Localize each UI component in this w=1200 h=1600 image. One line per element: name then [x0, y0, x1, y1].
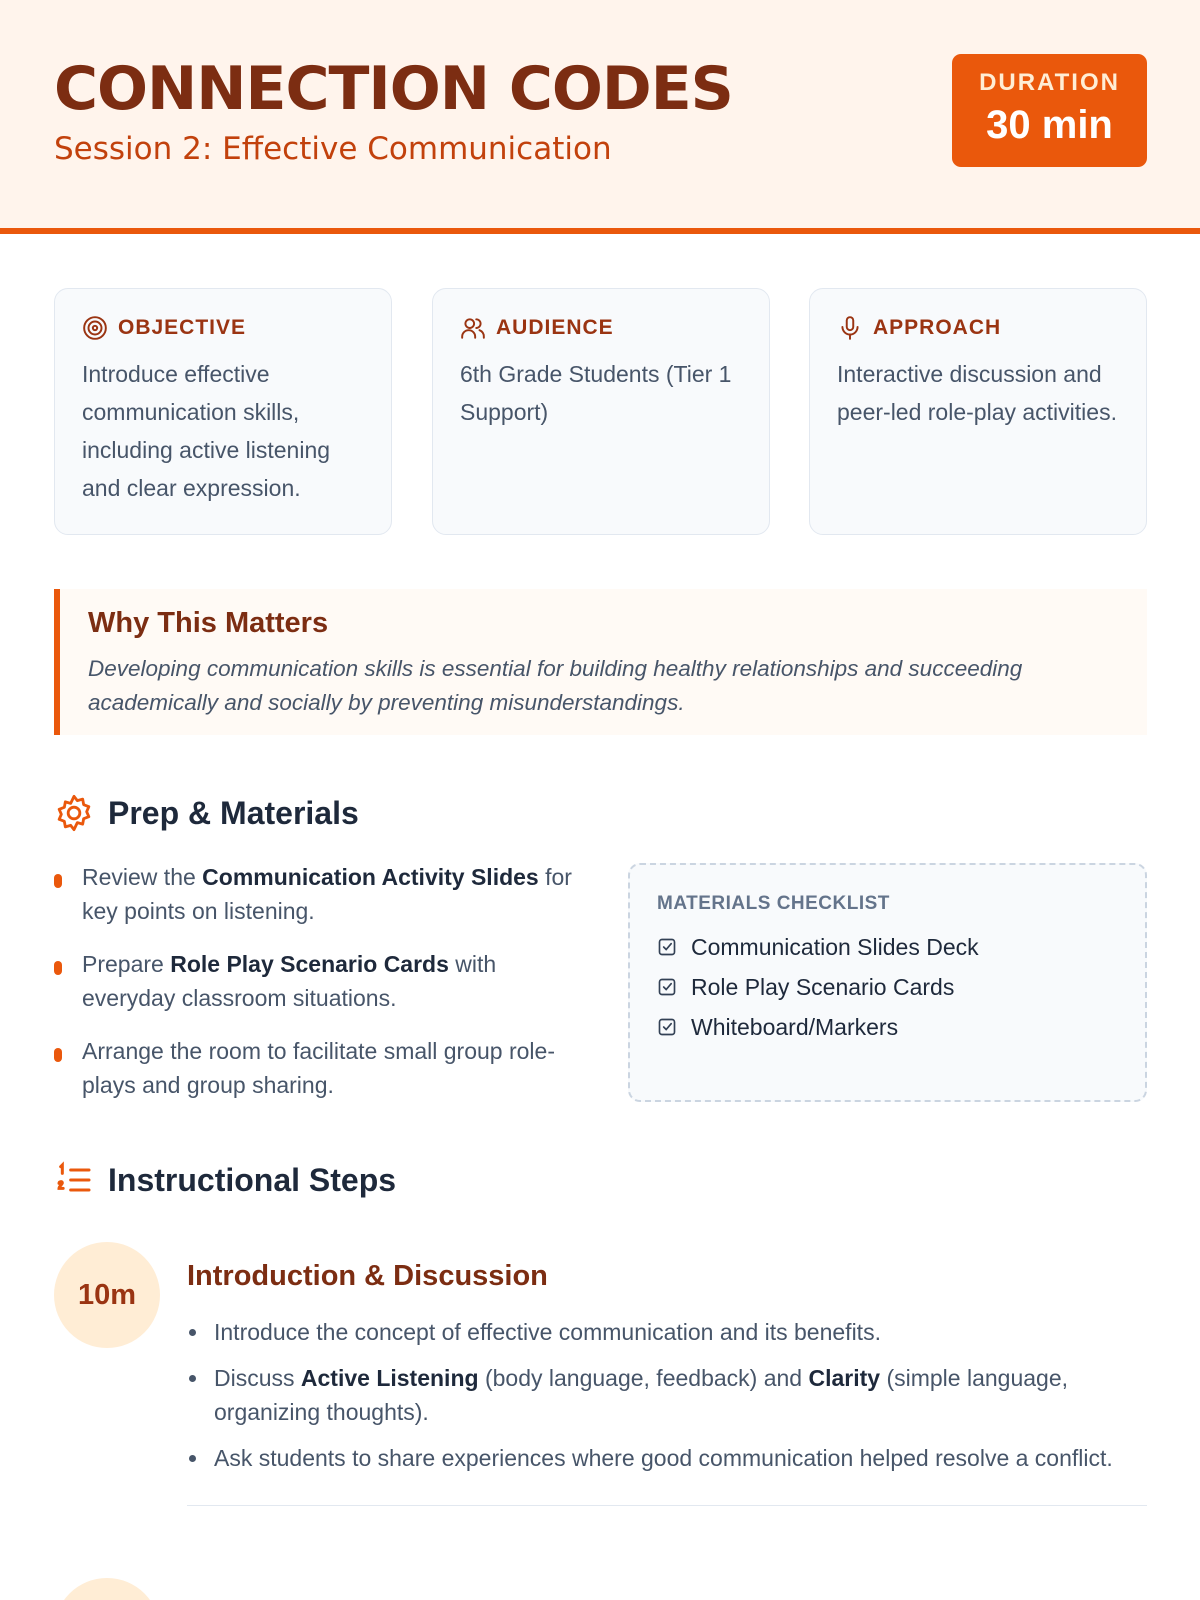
- steps-section-heading: [54, 1160, 396, 1200]
- checklist-item: Communication Slides Deck: [657, 927, 1118, 967]
- audience-card: [432, 288, 770, 535]
- step-time-badge: 10m: [54, 1242, 160, 1348]
- checklist-item: Whiteboard/Markers: [657, 1007, 1118, 1047]
- users-icon: [460, 315, 486, 341]
- steps-title: Instructional Steps: [108, 1161, 397, 1198]
- objective-label: OBJECTIVE: [118, 316, 247, 339]
- step-bullet-list: [187, 1315, 1147, 1506]
- why-text: Developing communication skills is essential for building healthy relationships and succeeding academically and socially by preventing misunderstandings.: [88, 656, 1023, 715]
- target-icon: [82, 315, 108, 341]
- list-item: Ask students to share experiences where good communication helped resolve a conflict.: [187, 1441, 1147, 1475]
- step-title: Introduction & Discussion: [187, 1260, 548, 1292]
- approach-text: Interactive discussion and peer-led role-play activities.: [837, 361, 1117, 425]
- page-header: [0, 0, 1200, 234]
- why-this-matters: [54, 589, 1147, 735]
- prep-list: [54, 860, 574, 1121]
- microphone-icon: [837, 315, 863, 341]
- approach-label: APPROACH: [873, 316, 1002, 339]
- materials-checklist: [628, 863, 1147, 1102]
- next-step-time-badge: [54, 1578, 160, 1600]
- list-item: Prepare Role Play Scenario Cards with everyday classroom situations.: [54, 947, 574, 1015]
- why-title: Why This Matters: [88, 607, 329, 639]
- checkbox-checked-icon: [657, 977, 677, 997]
- audience-text: 6th Grade Students (Tier 1 Support): [460, 361, 732, 425]
- duration-value: 30 min: [986, 103, 1113, 147]
- numbered-list-icon: [54, 1160, 94, 1200]
- duration-label: DURATION: [979, 69, 1120, 96]
- checkbox-checked-icon: [657, 1017, 677, 1037]
- list-item: Review the Communication Activity Slides for key points on listening.: [54, 860, 574, 928]
- objective-card: [54, 288, 392, 535]
- duration-badge: [952, 54, 1147, 167]
- objective-text: Introduce effective communication skills, including active listening and clear expression.: [82, 361, 331, 501]
- gear-icon: [54, 793, 94, 833]
- checklist-title: MATERIALS CHECKLIST: [657, 893, 890, 914]
- list-item: Arrange the room to facilitate small group role-plays and group sharing.: [54, 1034, 574, 1102]
- checklist-item: Role Play Scenario Cards: [657, 967, 1118, 1007]
- list-item: Discuss Active Listening (body language, feedback) and Clarity (simple language, organizing thoughts).: [187, 1361, 1147, 1429]
- prep-title: Prep & Materials: [108, 794, 359, 831]
- prep-section-heading: [54, 793, 359, 833]
- approach-card: [809, 288, 1147, 535]
- checkbox-checked-icon: [657, 937, 677, 957]
- list-item: Introduce the concept of effective communication and its benefits.: [187, 1315, 1147, 1349]
- audience-label: AUDIENCE: [496, 316, 614, 339]
- page-subtitle: Session 2: Effective Communication: [54, 131, 612, 167]
- page-title: CONNECTION CODES: [54, 54, 733, 124]
